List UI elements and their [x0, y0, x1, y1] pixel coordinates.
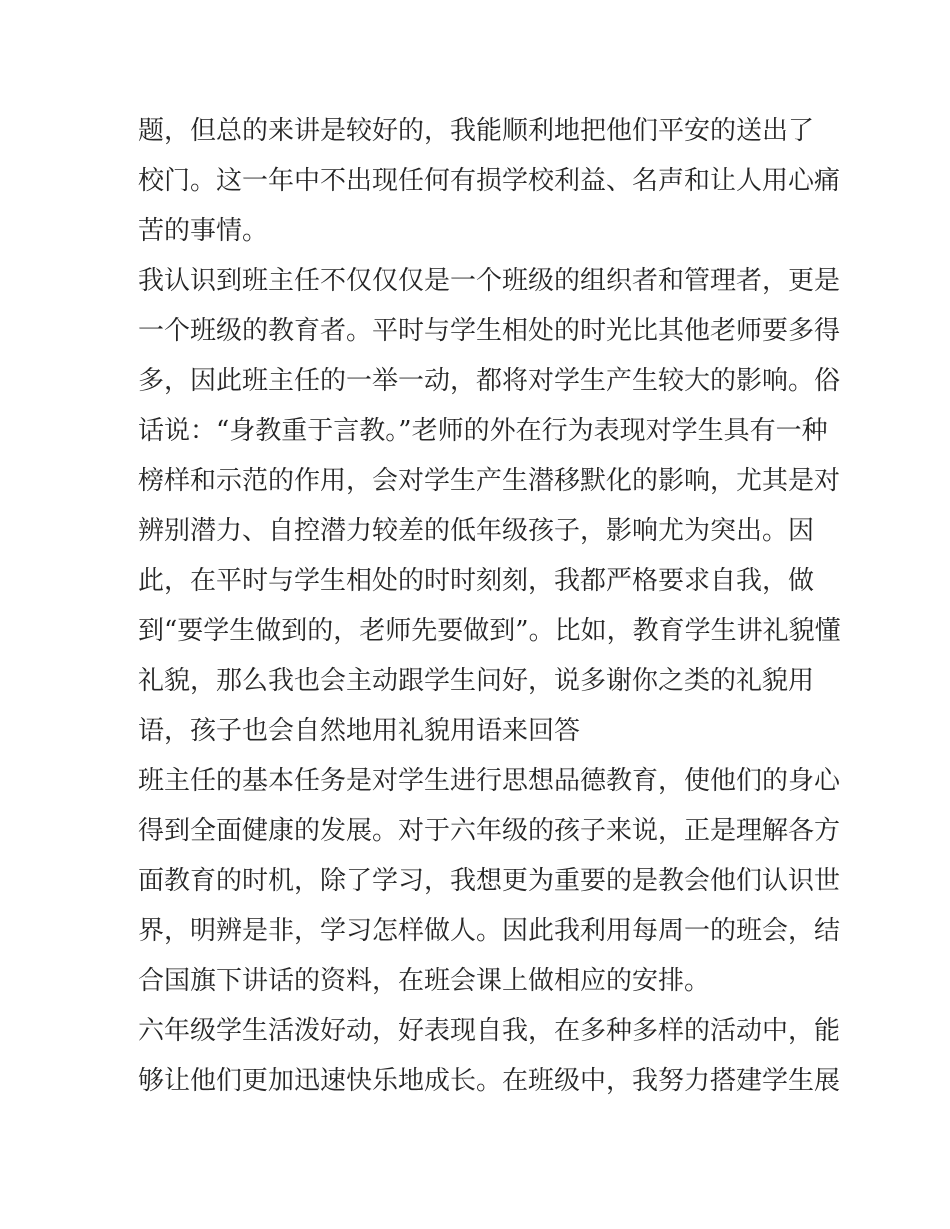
text-line: 多，因此班主任的一举一动，都将对学生产生较大的影响。俗 [138, 366, 841, 396]
text-line: 界，明辨是非，学习怎样做人。因此我利用每周一的班会，结 [138, 916, 841, 946]
document-text-block [138, 106, 841, 1106]
text-line: 我认识到班主任不仅仅仅是一个班级的组织者和管理者，更是 [138, 266, 841, 296]
text-line: 辨别潜力、自控潜力较差的低年级孩子，影响尤为突出。因 [138, 516, 815, 546]
text-line: 到“要学生做到的，老师先要做到”。比如，教育学生讲礼貌懂 [138, 616, 841, 646]
text-line: 六年级学生活泼好动，好表现自我，在多种多样的活动中，能 [138, 1016, 841, 1046]
text-line: 合国旗下讲话的资料，在班会课上做相应的安排。 [138, 966, 711, 996]
text-line: 语，孩子也会自然地用礼貌用语来回答 [138, 716, 581, 746]
text-line: 够让他们更加迅速快乐地成长。在班级中，我努力搭建学生展 [138, 1066, 841, 1096]
text-line: 苦的事情。 [138, 216, 269, 246]
text-line: 话说：“身教重于言教。”老师的外在行为表现对学生具有一种 [138, 416, 828, 446]
text-line: 校门。这一年中不出现任何有损学校利益、名声和让人用心痛 [138, 166, 841, 196]
text-line: 得到全面健康的发展。对于六年级的孩子来说，正是理解各方 [138, 816, 841, 846]
text-line: 榜样和示范的作用，会对学生产生潜移默化的影响，尤其是对 [138, 466, 841, 496]
text-line: 此，在平时与学生相处的时时刻刻，我都严格要求自我，做 [138, 566, 815, 596]
text-line: 面教育的时机，除了学习，我想更为重要的是教会他们认识世 [138, 866, 841, 896]
text-line: 一个班级的教育者。平时与学生相处的时光比其他老师要多得 [138, 316, 841, 346]
text-line: 礼貌，那么我也会主动跟学生问好，说多谢你之类的礼貌用 [138, 666, 815, 696]
text-line: 班主任的基本任务是对学生进行思想品德教育，使他们的身心 [138, 766, 841, 796]
text-line: 题，但总的来讲是较好的，我能顺利地把他们平安的送出了 [138, 116, 815, 146]
